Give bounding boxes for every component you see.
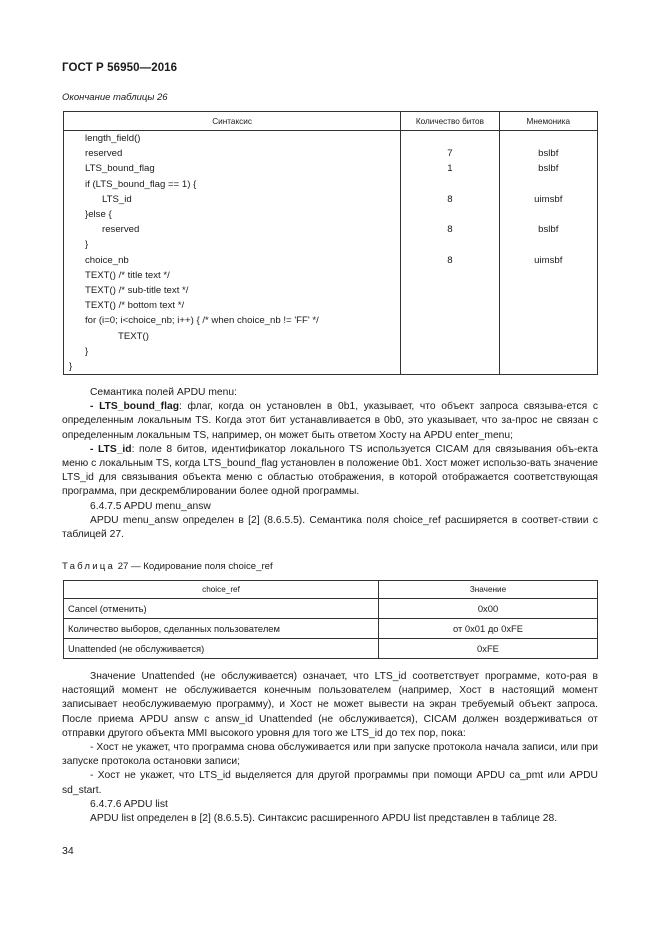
semantics-intro: Семантика полей APDU menu: [90, 387, 237, 398]
bits-cell: 8 [401, 222, 499, 237]
value-cell: 0x00 [379, 599, 598, 619]
lts-bound-flag-term: - LTS_bound_flag [90, 401, 179, 413]
syntax-cell: LTS_id [64, 192, 401, 207]
syntax-cell: } [64, 359, 401, 375]
choice-ref-cell: Cancel (отменить) [64, 599, 379, 619]
value-cell: от 0x01 до 0xFE [379, 619, 598, 639]
mnemonic-cell [499, 283, 597, 298]
mnemonic-cell [499, 237, 597, 252]
syntax-cell: for (i=0; i<choice_nb; i++) { /* when choice_nb != 'FF' */ [64, 313, 401, 328]
bits-cell: 8 [401, 253, 499, 268]
bits-cell [401, 298, 499, 313]
bits-cell: 8 [401, 192, 499, 207]
mnemonic-cell: bslbf [499, 146, 597, 161]
bits-cell: 7 [401, 146, 499, 161]
semantics-section [62, 386, 598, 542]
syntax-cell: if (LTS_bound_flag == 1) { [64, 177, 401, 192]
syntax-table-26 [63, 111, 598, 375]
bits-cell [401, 177, 499, 192]
mnemonic-cell [499, 313, 597, 328]
table-row [64, 298, 598, 313]
lts-bound-flag-description [62, 400, 598, 443]
lts-id-description [62, 443, 598, 500]
syntax-cell: } [64, 344, 401, 359]
unattended-section [62, 670, 598, 826]
value-cell: 0xFE [379, 639, 598, 659]
bits-cell [401, 268, 499, 283]
table-27-caption-prefix: Таблица [62, 561, 116, 572]
section-heading-6476: 6.4.7.6 APDU list [90, 798, 168, 810]
mnemonic-cell: bslbf [499, 161, 597, 176]
syntax-cell: choice_nb [64, 253, 401, 268]
table-row [64, 253, 598, 268]
bits-cell [401, 283, 499, 298]
section-heading-6475: 6.4.7.5 APDU menu_answ [90, 500, 211, 512]
table-header-row [64, 581, 598, 599]
mnemonic-cell: uimsbf [499, 192, 597, 207]
syntax-cell: reserved [64, 146, 401, 161]
document-header: ГОСТ Р 56950—2016 [62, 62, 178, 74]
table-row [64, 222, 598, 237]
condition-bullet-1: - Хост не укажет, что программа снова обслуживается или при запуске протокола начала записи, или при запуске протокола остановки записи; [62, 742, 598, 768]
table-row [64, 177, 598, 192]
bits-cell [401, 313, 499, 328]
mnemonic-cell [499, 207, 597, 222]
section-text-6476: APDU list определен в [2] (8.6.5.5). Синтаксис расширенного APDU list представлен в таблице 28. [90, 813, 558, 825]
page-number: 34 [62, 845, 74, 857]
bits-cell [401, 237, 499, 252]
table-row [64, 359, 598, 375]
table-row [64, 328, 598, 343]
lts-bound-flag-text: : флаг, когда он установлен в 0b1, указывает, что объект запроса связыва-ется с определенным локальным TS. Когда этот бит устанавливается в 0b0, это указывает, что за-прос не связан с определенным локальным TS, например, он может быть ответом Хосту на APDU enter_menu; [62, 401, 599, 441]
unattended-description: Значение Unattended (не обслуживается) означает, что LTS_id соответствует программе, кото-рая в настоящий момент не обслуживается конечным пользователем (например, Хост в настоящий момент записывает необслуживаемую программу), и Хост не может вывести на экран требуемый объект запроса. После приема APDU answ с answ_id Unattended (не обслуживается), CICAM должен воздерживаться от отправки другого объекта MMI высокого уровня для того же LTS_id до тех пор, пока: [62, 671, 598, 739]
mnemonic-cell: uimsbf [499, 253, 597, 268]
table-row [64, 313, 598, 328]
table-row [64, 192, 598, 207]
lts-id-text: : поле 8 битов, идентификатор локального TS используется CICAM для связывания объ-екта меню с локальным TS, когда LTS_bound_flag установлен в положение 0b1. Хост может использо-вать значение LTS_id для связывания объекта меню с областью отображения, в которой отображается соответствующая программа, при дескремблировании более одной программы. [62, 443, 598, 498]
column-header-bits: Количество битов [401, 112, 499, 131]
column-header-choice-ref: choice_ref [64, 581, 379, 599]
table-row [64, 619, 598, 639]
bits-cell [401, 328, 499, 343]
table-header-row [64, 112, 598, 131]
table-row [64, 207, 598, 222]
table-row [64, 599, 598, 619]
table-27-caption [62, 561, 273, 572]
table-row [64, 237, 598, 252]
column-header-value: Значение [379, 581, 598, 599]
table-row [64, 344, 598, 359]
choice-ref-cell: Unattended (не обслуживается) [64, 639, 379, 659]
table-row [64, 283, 598, 298]
choice-ref-table-27 [63, 580, 598, 659]
bits-cell [401, 344, 499, 359]
table-row [64, 268, 598, 283]
mnemonic-cell: bslbf [499, 222, 597, 237]
bits-cell [401, 131, 499, 147]
syntax-cell: TEXT() /* title text */ [64, 268, 401, 283]
mnemonic-cell [499, 177, 597, 192]
bits-cell [401, 207, 499, 222]
bits-cell [401, 359, 499, 375]
table-26-caption: Окончание таблицы 26 [62, 92, 168, 103]
table-row [64, 161, 598, 176]
syntax-cell: reserved [64, 222, 401, 237]
mnemonic-cell [499, 344, 597, 359]
column-header-mnemonic: Мнемоника [499, 112, 597, 131]
syntax-cell: TEXT() /* bottom text */ [64, 298, 401, 313]
bits-cell: 1 [401, 161, 499, 176]
syntax-cell: TEXT() [64, 328, 401, 343]
mnemonic-cell [499, 131, 597, 147]
table-row [64, 639, 598, 659]
choice-ref-cell: Количество выборов, сделанных пользователем [64, 619, 379, 639]
mnemonic-cell [499, 268, 597, 283]
mnemonic-cell [499, 359, 597, 375]
syntax-cell: } [64, 237, 401, 252]
lts-id-term: - LTS_id [90, 443, 132, 455]
section-text-6475: APDU menu_answ определен в [2] (8.6.5.5). Семантика поля choice_ref расширяется в соответ-ствии с таблицей 27. [62, 514, 598, 541]
mnemonic-cell [499, 298, 597, 313]
syntax-cell: TEXT() /* sub-title text */ [64, 283, 401, 298]
table-row [64, 146, 598, 161]
column-header-syntax: Синтаксис [64, 112, 401, 131]
condition-bullet-2: - Хост не укажет, что LTS_id выделяется для другой программы при помощи APDU ca_pmt или APDU sd_start. [62, 770, 598, 796]
syntax-cell: }else { [64, 207, 401, 222]
table-row [64, 131, 598, 147]
syntax-cell: LTS_bound_flag [64, 161, 401, 176]
mnemonic-cell [499, 328, 597, 343]
table-27-caption-text: 27 — Кодирование поля choice_ref [117, 561, 273, 572]
syntax-cell: length_field() [64, 131, 401, 147]
